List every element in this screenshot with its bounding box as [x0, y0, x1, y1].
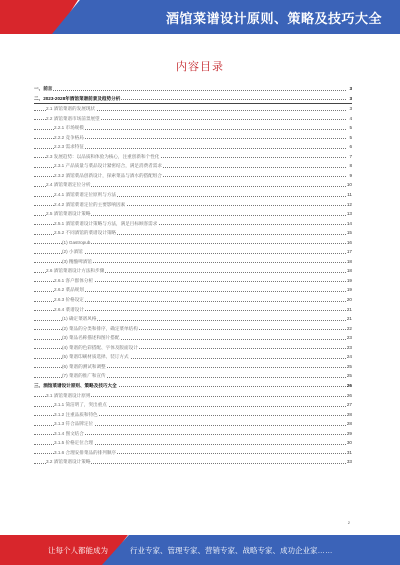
toc-entry-label: 3.1.5 价格定位合理	[54, 438, 94, 448]
toc-entry[interactable]	[34, 161, 352, 171]
toc-entry[interactable]	[34, 457, 352, 467]
toc-entry[interactable]	[34, 400, 352, 410]
toc-entry-label: 2.6 酒馆菜谱设计方法和步骤	[46, 266, 105, 276]
toc-entry-page: 18	[346, 257, 352, 267]
toc-entry-label: 2.3.2 酒馆菜品创新设计，探索菜品与酒水的搭配组合	[54, 171, 163, 181]
toc-entry[interactable]	[34, 190, 352, 200]
toc-entry-page: 3	[348, 84, 352, 94]
toc-entry-label: 2.6.1 客户群体分析	[54, 276, 94, 286]
toc-entry[interactable]	[34, 352, 352, 362]
toc-entry-label: (1) Gastropub	[62, 238, 91, 248]
toc-entry[interactable]	[34, 391, 352, 401]
toc-entry[interactable]	[34, 333, 352, 343]
toc-entry-page: 3	[348, 94, 352, 104]
toc-entry-page: 18	[346, 266, 352, 276]
footer-slogan-left: 让每个人都能成为	[48, 546, 108, 555]
toc-entry-label: 2.6.4 菜谱设计	[54, 305, 85, 315]
toc-entry-page: 15	[346, 228, 352, 238]
toc-entry-label: (5) 菜谱印刷材质选择、装订方式	[62, 352, 130, 362]
toc-entry[interactable]	[34, 123, 352, 133]
toc-entry-label: (3) 精酿啤酒馆	[62, 257, 93, 267]
toc-entry-page: 25	[346, 362, 352, 372]
toc-entry-page: 30	[346, 438, 352, 448]
toc-entry[interactable]	[34, 314, 352, 324]
toc-entry[interactable]	[34, 209, 352, 219]
toc-entry-label: (2) 小酒馆	[62, 247, 84, 257]
toc-entry-label: (4) 菜谱的色彩搭配、字体及版面设计	[62, 343, 139, 353]
toc-entry-label: 2.4.2 酒馆菜谱定位的主要影响因素	[54, 200, 126, 210]
toc-entry-label: 2.5.1 酒馆菜谱设计策略与方法，满足目标顾客需求	[54, 219, 158, 229]
toc-entry[interactable]	[34, 324, 352, 334]
footer-banner	[0, 535, 400, 565]
toc-entry[interactable]	[34, 200, 352, 210]
toc-entry-label: (3) 菜品名称描述和图片搭配	[62, 333, 120, 343]
toc-entry[interactable]	[34, 410, 352, 420]
toc-entry[interactable]	[34, 228, 352, 238]
toc-entry-label: 2.2.1 市场规模	[54, 123, 85, 133]
toc-entry[interactable]	[34, 219, 352, 229]
toc-entry[interactable]	[34, 295, 352, 305]
toc-entry[interactable]	[34, 266, 352, 276]
toc-entry-label: 2.6.3 价格设定	[54, 295, 85, 305]
toc-entry-page: 20	[346, 295, 352, 305]
toc-entry-label: 2.3.1 产品质量与菜品设计紧密结合，满足消费者需求	[54, 161, 163, 171]
toc-entry[interactable]	[34, 142, 352, 152]
toc-entry-label: 3.1.3 符合品牌定位	[54, 419, 94, 429]
toc-entry-page: 3	[348, 104, 352, 114]
toc-entry-page: 5	[348, 133, 352, 143]
toc-entry[interactable]	[34, 238, 352, 248]
table-of-contents	[34, 84, 352, 467]
toc-entry-label: 2.1 酒馆菜谱的发展现状	[46, 104, 96, 114]
toc-entry-page: 12	[346, 200, 352, 210]
toc-entry-label: (1) 确定菜谱风格	[62, 314, 97, 324]
toc-entry-label: (7) 菜谱的推广和宣传	[62, 371, 107, 381]
toc-entry-page: 14	[346, 219, 352, 229]
toc-entry-label: 3.1.6 合理安排菜品的排列顺序	[54, 448, 117, 458]
toc-entry-label: 2.5.2 不同酒馆的菜谱设计策略	[54, 228, 117, 238]
toc-entry[interactable]	[34, 133, 352, 143]
toc-entry-page: 7	[348, 152, 352, 162]
toc-entry[interactable]	[34, 371, 352, 381]
toc-entry[interactable]	[34, 438, 352, 448]
toc-entry[interactable]	[34, 114, 352, 124]
toc-entry-label: 3.1.2 注重品质和特色	[54, 410, 99, 420]
toc-entry-page: 19	[346, 285, 352, 295]
toc-entry-page: 9	[348, 171, 352, 181]
toc-entry-label: 2.4.1 酒馆菜谱定位原则与方法	[54, 190, 117, 200]
toc-entry-page: 23	[346, 333, 352, 343]
toc-entry-page: 23	[346, 343, 352, 353]
toc-leader-dots	[34, 90, 346, 91]
toc-entry-label: 一、前言	[34, 84, 53, 94]
toc-entry[interactable]	[34, 419, 352, 429]
toc-entry-label: 2.4 酒馆菜谱定位分析	[46, 180, 91, 190]
toc-entry-page: 16	[346, 238, 352, 248]
toc-entry-label: (2) 菜品的分类和排序，确定菜单结构	[62, 324, 139, 334]
toc-entry[interactable]	[34, 362, 352, 372]
toc-entry-label: 3.1.4 图文结合	[54, 429, 85, 439]
toc-entry-label: 2.2.2 竞争格局	[54, 133, 85, 143]
toc-entry-page: 29	[346, 429, 352, 439]
page-number: 2	[347, 520, 350, 525]
toc-entry[interactable]	[34, 429, 352, 439]
toc-entry-page: 5	[348, 123, 352, 133]
toc-entry-label: 2.5 酒馆菜谱设计策略	[46, 209, 91, 219]
toc-entry-label: (6) 菜谱的测试和调整	[62, 362, 107, 372]
toc-entry-page: 28	[346, 410, 352, 420]
toc-entry-label: 2.6.2 菜品规划	[54, 285, 85, 295]
toc-entry-page: 10	[346, 180, 352, 190]
toc-entry[interactable]	[34, 285, 352, 295]
toc-entry-page: 8	[348, 161, 352, 171]
toc-entry[interactable]	[34, 152, 352, 162]
toc-entry[interactable]	[34, 247, 352, 257]
toc-entry-page: 28	[346, 419, 352, 429]
toc-entry[interactable]	[34, 305, 352, 315]
toc-entry-label: 2.3 发展趋势：以品质和体验为核心，注重创新和个性化	[46, 152, 160, 162]
footer-slogan-right: 行业专家、管理专家、营销专家、战略专家、成功企业家……	[130, 546, 333, 555]
toc-heading: 内容目录	[176, 61, 224, 73]
toc-entry-label: 3.2 酒馆菜谱设计策略	[46, 457, 91, 467]
toc-entry-page: 21	[346, 314, 352, 324]
toc-entry-page: 19	[346, 276, 352, 286]
toc-entry[interactable]	[34, 171, 352, 181]
toc-entry-page: 27	[346, 400, 352, 410]
document-title: 酒馆菜谱设计原则、策略及技巧大全	[165, 11, 382, 26]
toc-entry-page: 13	[346, 209, 352, 219]
toc-entry[interactable]	[34, 104, 352, 114]
toc-entry-page: 6	[348, 142, 352, 152]
toc-entry[interactable]	[34, 448, 352, 458]
toc-entry-page: 17	[346, 247, 352, 257]
toc-entry-page: 11	[346, 190, 352, 200]
toc-entry[interactable]	[34, 257, 352, 267]
toc-entry-label: 2.2 酒馆菜谱市场前景展望	[46, 114, 101, 124]
toc-entry-page: 21	[346, 305, 352, 315]
toc-entry[interactable]	[34, 343, 352, 353]
toc-entry-label: 3.1.1 简洁明了，突出重点	[54, 400, 108, 410]
toc-entry-page: 31	[346, 448, 352, 458]
toc-entry-label: 二、2023-2028年酒馆菜谱前景及趋势分析	[34, 94, 121, 104]
toc-entry[interactable]	[34, 94, 352, 105]
toc-entry-label: 3.1 酒馆菜谱设计原则	[46, 391, 91, 401]
toc-entry-page: 24	[346, 352, 352, 362]
toc-entry-page: 26	[346, 381, 352, 391]
header-banner	[0, 0, 400, 34]
toc-entry[interactable]	[34, 276, 352, 286]
toc-entry-page: 26	[346, 391, 352, 401]
toc-entry[interactable]	[34, 180, 352, 190]
toc-entry-page: 4	[348, 114, 352, 124]
toc-entry[interactable]	[34, 381, 352, 391]
toc-entry-page: 25	[346, 371, 352, 381]
toc-entry-label: 三、酒馆菜谱设计原则、策略及技巧大全	[34, 381, 118, 391]
toc-entry-page: 22	[346, 324, 352, 334]
toc-entry[interactable]	[34, 84, 352, 94]
toc-entry-label: 2.2.3 需求特征	[54, 142, 85, 152]
toc-entry-page: 33	[346, 457, 352, 467]
